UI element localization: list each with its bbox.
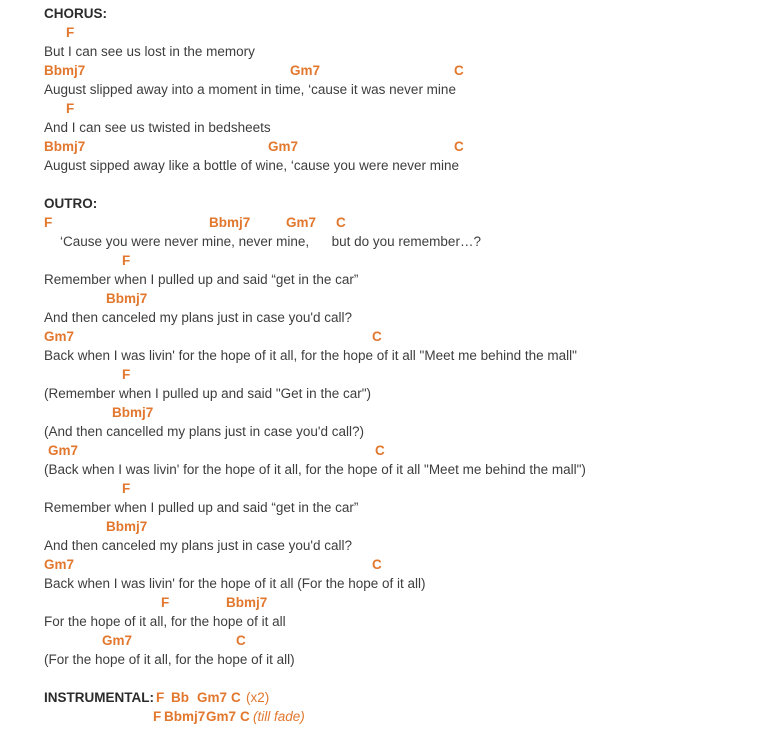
chord-label: C — [454, 139, 464, 154]
chord-line — [0, 137, 768, 156]
chord-label: Bbmj7 — [164, 709, 206, 724]
lyric-line — [0, 422, 768, 441]
chord-label: Bbmj7 — [106, 519, 148, 534]
chord-line — [0, 251, 768, 270]
chord-label: Gm7 — [268, 139, 299, 154]
blank-line — [0, 669, 768, 688]
lyric-line — [0, 574, 768, 593]
chord-line — [0, 327, 768, 346]
chord-line — [0, 61, 768, 80]
lyric-text: (And then cancelled my plans just in case you'd call?) — [44, 424, 364, 439]
chord-line — [0, 213, 768, 232]
lyric-text: But I can see us lost in the memory — [44, 44, 255, 59]
lyric-text: August sipped away like a bottle of wine, ‘cause you were never mine — [44, 158, 459, 173]
chord-label: F — [122, 253, 131, 268]
outro-heading — [0, 194, 768, 213]
chord-label: F — [66, 25, 75, 40]
chord-line — [0, 555, 768, 574]
chord-label: F — [153, 709, 162, 724]
fade-annotation: (till fade) — [253, 709, 305, 724]
chord-label: C — [336, 215, 346, 230]
chord-line — [0, 479, 768, 498]
lyric-line — [0, 232, 768, 251]
blank-line — [0, 175, 768, 194]
lyric-text: (For the hope of it all, for the hope of it all) — [44, 652, 295, 667]
section-heading: CHORUS: — [44, 6, 107, 21]
chord-label: Gm7 — [197, 690, 228, 705]
lyric-text: Remember when I pulled up and said “get in the car” — [44, 272, 359, 287]
chord-label: F — [66, 101, 75, 116]
chord-label: F — [122, 481, 131, 496]
instrumental-line — [0, 688, 768, 707]
lyric-text: For the hope of it all, for the hope of it all — [44, 614, 286, 629]
chord-line — [0, 403, 768, 422]
lyric-text: And then canceled my plans just in case you'd call? — [44, 310, 353, 325]
chord-label: Bbmj7 — [44, 63, 86, 78]
chord-label: Bbmj7 — [226, 595, 268, 610]
chord-line — [0, 99, 768, 118]
chord-label: Bbmj7 — [106, 291, 148, 306]
chord-label: F — [122, 367, 131, 382]
lyric-line — [0, 536, 768, 555]
chord-label: F — [44, 215, 53, 230]
lyric-line — [0, 460, 768, 479]
chord-label: Gm7 — [206, 709, 237, 724]
chord-label: Bbmj7 — [44, 139, 86, 154]
chord-label: Bbmj7 — [209, 215, 251, 230]
chord-label: C — [372, 329, 382, 344]
lyric-text: Remember when I pulled up and said “get in the car” — [44, 500, 359, 515]
chord-label: Gm7 — [44, 557, 75, 572]
lyric-text: ‘Cause you were never mine, never mine, but do you remember…? — [60, 234, 481, 249]
chord-line — [0, 631, 768, 650]
lyric-text: August slipped away into a moment in time, ‘cause it was never mine — [44, 82, 456, 97]
chord-line — [0, 517, 768, 536]
chord-label: Gm7 — [44, 329, 75, 344]
chord-label: Gm7 — [286, 215, 317, 230]
lyric-line — [0, 650, 768, 669]
chord-line — [0, 441, 768, 460]
chord-line — [0, 289, 768, 308]
chord-line — [0, 593, 768, 612]
lyric-text: (Remember when I pulled up and said "Get in the car") — [44, 386, 371, 401]
lyric-text: Back when I was livin' for the hope of it all (For the hope of it all) — [44, 576, 426, 591]
chorus-heading — [0, 4, 768, 23]
lyric-text: Back when I was livin' for the hope of it all, for the hope of it all "Meet me behind the mall" — [44, 348, 577, 363]
lyric-line — [0, 612, 768, 631]
chord-label: C — [236, 633, 246, 648]
lyric-line — [0, 498, 768, 517]
lyric-text: (Back when I was livin' for the hope of it all, for the hope of it all "Meet me behind the mall") — [44, 462, 586, 477]
repeat-annotation: (x2) — [246, 690, 270, 705]
chord-label: C — [372, 557, 382, 572]
chord-line — [0, 365, 768, 384]
lyric-text: And then canceled my plans just in case you'd call? — [44, 538, 353, 553]
chord-line — [0, 23, 768, 42]
chord-label: C — [231, 690, 241, 705]
lyric-line — [0, 42, 768, 61]
chord-label: C — [375, 443, 385, 458]
lyric-text: And I can see us twisted in bedsheets — [44, 120, 271, 135]
lyric-line — [0, 308, 768, 327]
chord-label: Gm7 — [48, 443, 79, 458]
chord-label: F — [156, 690, 165, 705]
section-heading: OUTRO: — [44, 196, 98, 211]
chord-label: F — [161, 595, 170, 610]
lyric-line — [0, 384, 768, 403]
chord-label: Gm7 — [290, 63, 321, 78]
lyric-line — [0, 270, 768, 289]
chord-label: C — [454, 63, 464, 78]
chord-label: C — [240, 709, 250, 724]
chord-label: Gm7 — [102, 633, 133, 648]
lyric-line — [0, 156, 768, 175]
lyric-line — [0, 80, 768, 99]
chord-label: Bb — [171, 690, 189, 705]
lyric-line — [0, 346, 768, 365]
chord-label: Bbmj7 — [112, 405, 154, 420]
instrumental-line — [0, 707, 768, 726]
lyric-line — [0, 118, 768, 137]
section-heading: INSTRUMENTAL: — [44, 690, 154, 705]
